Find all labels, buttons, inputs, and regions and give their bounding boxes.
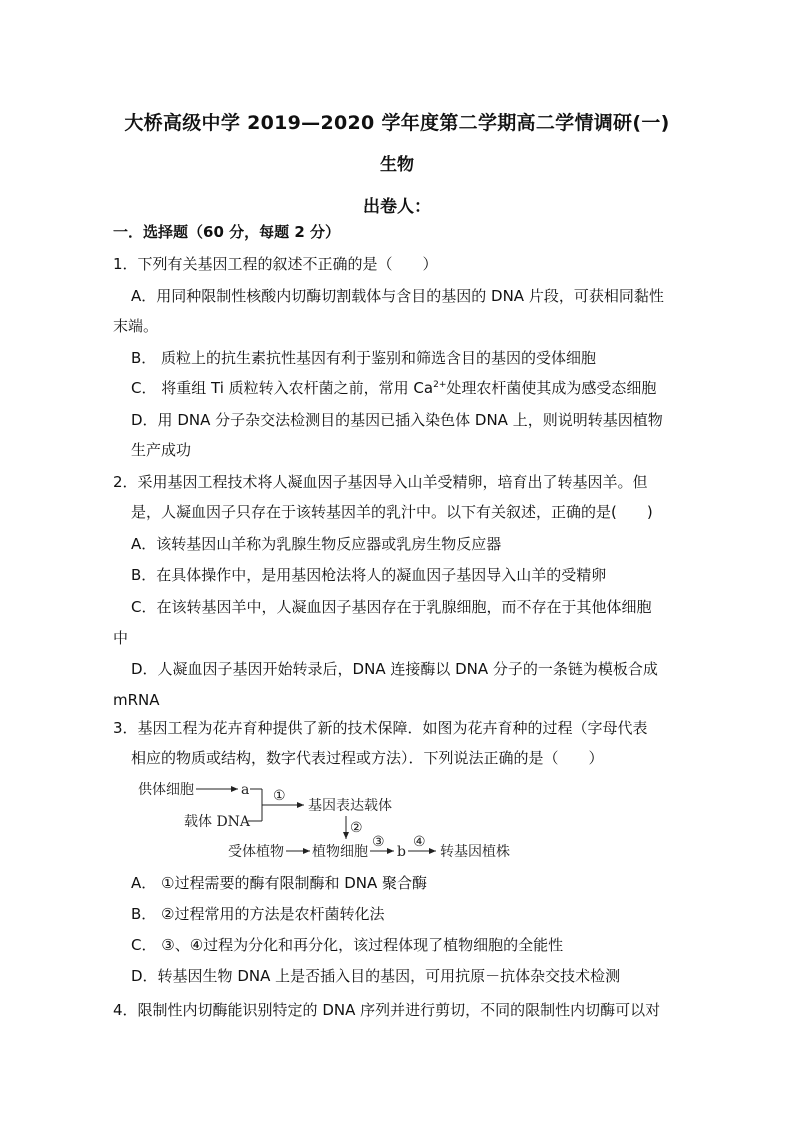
gene-engineering-flow-diagram: [130, 774, 530, 866]
q4-stem: 4．限制性内切酶能识别特定的 DNA 序列并进行剪切，不同的限制性内切酶可以对: [113, 1001, 661, 1019]
q2-stem: 2．采用基因工程技术将人凝血因子基因导入山羊受精卵，培育出了转基因羊。但: [113, 473, 648, 491]
diagram-plant-cell: 植物细胞: [312, 844, 368, 860]
q2-option-d: D．人凝血因子基因开始转录后，DNA 连接酶以 DNA 分子的一条链为模板合成: [131, 660, 658, 678]
exam-title: 大桥高级中学 2019—2020 学年度第二学期高二学情调研(一): [124, 112, 670, 134]
diagram-step-1: ①: [273, 788, 286, 804]
diagram-donor-cell: 供体细胞: [138, 782, 194, 798]
diagram-vector-dna: 载体 DNA: [184, 814, 251, 830]
diagram-b: b: [397, 844, 406, 860]
q1-stem: 1．下列有关基因工程的叙述不正确的是（ ）: [113, 255, 438, 273]
q1-option-c-superscript: 2+: [433, 380, 447, 390]
diagram-step-3: ③: [372, 834, 385, 850]
q3-stem-cont: 相应的物质或结构，数字代表过程或方法）．下列说法正确的是（ ）: [131, 749, 604, 767]
q1-option-d: D．用 DNA 分子杂交法检测目的基因已插入染色体 DNA 上，则说明转基因植物: [131, 411, 663, 429]
section-heading: 一．选择题（60 分，每题 2 分）: [113, 223, 340, 241]
q2-option-c: C．在该转基因羊中，人凝血因子基因存在于乳腺细胞，而不存在于其他体细胞: [131, 598, 652, 616]
diagram-a: a: [241, 782, 250, 798]
diagram-step-2: ②: [350, 820, 363, 836]
q1-option-c-text-end: 处理农杆菌使其成为感受态细胞: [446, 379, 657, 397]
diagram-recipient-plant: 受体植物: [228, 844, 284, 860]
q3-stem: 3．基因工程为花卉育种提供了新的技术保障．如图为花卉育种的过程（字母代表: [113, 719, 648, 737]
q2-option-b: B．在具体操作中，是用基因枪法将人的凝血因子基因导入山羊的受精卵: [131, 566, 607, 584]
q3-option-d: D．转基因生物 DNA 上是否插入目的基因，可用抗原－抗体杂交技术检测: [131, 967, 621, 985]
subject-title: 生物: [380, 155, 414, 175]
q1-option-b: B． 质粒上的抗生素抗性基因有利于鉴别和筛选含目的基因的受体细胞: [131, 349, 597, 367]
q3-option-a: A． ①过程需要的酶有限制酶和 DNA 聚合酶: [131, 874, 428, 892]
q3-option-b: B． ②过程常用的方法是农杆菌转化法: [131, 905, 385, 923]
q2-stem-cont: 是，人凝血因子只存在于该转基因羊的乳汁中。以下有关叙述，正确的是( ): [131, 503, 653, 521]
author-line: 出卷人：: [363, 197, 431, 217]
q2-option-d-cont: mRNA: [113, 691, 160, 709]
q1-option-d-cont: 生产成功: [131, 441, 192, 459]
q3-option-c: C． ③、④过程为分化和再分化，该过程体现了植物细胞的全能性: [131, 936, 564, 954]
diagram-transgenic-plant: 转基因植株: [440, 844, 510, 860]
q1-option-a: A．用同种限制性核酸内切酶切割载体与含目的基因的 DNA 片段，可获相同黏性: [131, 287, 664, 305]
q1-option-a-cont: 末端。: [113, 317, 159, 335]
diagram-expression-vector: 基因表达载体: [308, 798, 392, 814]
q2-option-a: A．该转基因山羊称为乳腺生物反应器或乳房生物反应器: [131, 535, 502, 553]
diagram-step-4: ④: [413, 834, 426, 850]
q1-option-c-text: C． 将重组 Ti 质粒转入农杆菌之前，常用 Ca: [131, 379, 434, 397]
q2-option-c-cont: 中: [113, 629, 129, 647]
q1-option-c: [131, 378, 656, 398]
